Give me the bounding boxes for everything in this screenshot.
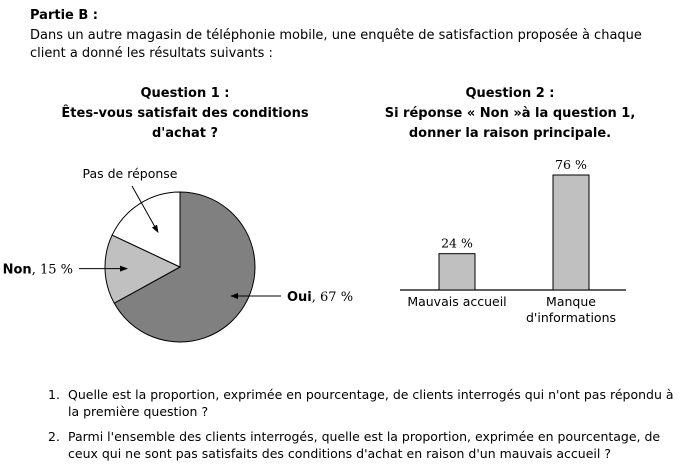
bar-chart <box>400 157 626 325</box>
question-number: 1. <box>48 387 60 402</box>
bar-title-line: donner la raison principale. <box>408 126 612 141</box>
question-number: 2. <box>48 429 60 444</box>
pie-label-non: Non, 15 % <box>2 262 73 278</box>
bar-category-label: d'informations <box>525 310 617 325</box>
bar-category-label: Mauvais accueil <box>407 294 507 309</box>
section-heading: Partie B : <box>30 8 99 23</box>
pie-label-no-answer: Pas de réponse <box>82 166 178 181</box>
pie-label-oui: Oui, 67 % <box>287 290 354 306</box>
question-item <box>48 428 678 462</box>
question-text: Parmi l'ensemble des clients interrogés, quelle est la proportion, exprimée en pourcentage, de ceux qui ne sont pas satisfaits des conditions d'achat en raison d'un mauvais accueil ? <box>68 429 661 461</box>
pie-title-line: d'achat ? <box>151 126 219 141</box>
pie-title-line: Êtes-vous satisfait des conditions <box>61 106 309 121</box>
bar-title-line: Question 2 : <box>465 86 555 101</box>
bar-value-label: 76 % <box>555 157 587 172</box>
question-item <box>48 386 678 420</box>
bar-title-line: Si réponse « Non »à la question 1, <box>384 106 636 121</box>
pie-chart <box>3 166 353 342</box>
bar-2 <box>553 175 589 290</box>
question-text: Quelle est la proportion, exprimée en pourcentage, de clients interrogés qui n'ont pas répondu à la première question ? <box>68 387 674 419</box>
question-list <box>48 386 678 470</box>
pie-title-line: Question 1 : <box>140 86 230 101</box>
bar-value-label: 24 % <box>441 235 473 251</box>
bar-1 <box>439 254 475 290</box>
bar-category-label: Manque <box>546 294 596 309</box>
intro-text: Dans un autre magasin de téléphonie mobile, une enquête de satisfaction proposée à chaque client a donné les résultats suivants : <box>30 28 642 61</box>
